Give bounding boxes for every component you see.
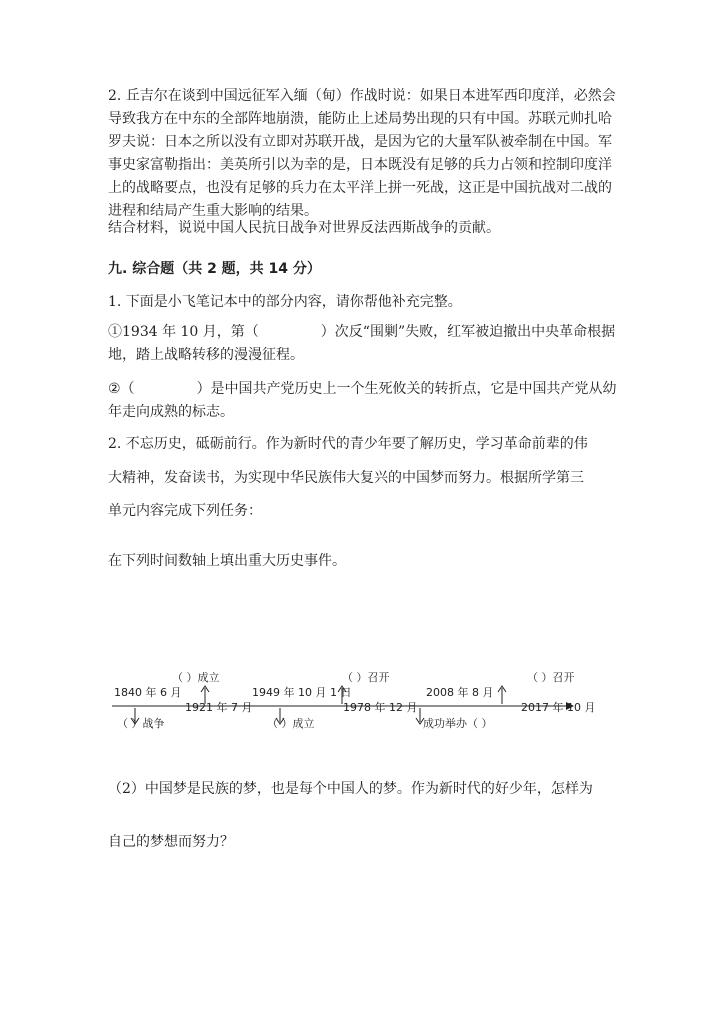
q2-line-3: 单元内容完成下列任务： <box>108 503 262 519</box>
timeline-top-label: （ ）召开 <box>527 671 575 684</box>
timeline-date: 1921 年 7 月 <box>185 701 253 714</box>
timeline-bottom-label: （ ）成立 <box>267 717 315 730</box>
q1-item-2-prefix: ②（ <box>108 381 135 397</box>
timeline-bottom-label: （ ）战争 <box>117 717 165 730</box>
section-heading: 九. 综合题（共 2 题，共 14 分） <box>108 261 321 277</box>
task-1-prompt: 在下列时间数轴上填出重大历史事件。 <box>108 553 346 569</box>
timeline-date: 1949 年 10 月 1 日 <box>252 686 352 699</box>
timeline-date: 1840 年 6 月 <box>114 686 182 699</box>
q1-item-2-suffix: ）是中国共产党历史上一个生死攸关的转折点，它是中国共产党从幼年走向成熟的标志。 <box>108 381 617 420</box>
timeline-top-label: （ ）召开 <box>342 671 390 684</box>
task-2-line-1: （2）中国梦是民族的梦，也是每个中国人的梦。作为新时代的好少年，怎样为 <box>108 781 593 797</box>
q1-intro: 1. 下面是小飞笔记本中的部分内容，请你帮他补充完整。 <box>108 294 462 310</box>
up-arrow-marker <box>498 686 506 704</box>
timeline-date: 1978 年 12 月 <box>343 701 418 714</box>
question-prompt: 结合材料，说说中国人民抗日战争对世界反法西斯战争的贡献。 <box>108 220 500 236</box>
task-2-line-2: 自己的梦想而努力？ <box>108 834 234 850</box>
material-paragraph: 2. 丘吉尔在谈到中国远征军入缅（甸）作战时说：如果日本进军西印度洋，必然会导致我方在中东的全部阵地崩溃，能防止上述局势出现的只有中国。苏联元帅扎哈罗夫说：日本之所以没有立即对苏联开战，是因为它的大量军队被牵制在中国。军事史家富勒指出：美英所引以为幸的是，日本既没有足够的兵力占领和控制印度洋上的战略要点，也没有足够的兵力在太平洋上拼一死战，这正是中国抗战对二战的进程和结局产生重大影响的结果。 <box>108 88 616 219</box>
q2-line-1: 2. 不忘历史，砥砺前行。作为新时代的青少年要了解历史，学习革命前辈的伟 <box>108 436 588 452</box>
timeline-date: 2017 年 10 月 <box>521 701 596 714</box>
q2-line-2: 大精神，发奋读书，为实现中华民族伟大复兴的中国梦而努力。根据所学第三 <box>108 470 584 486</box>
timeline-top-label: （ ）成立 <box>172 671 220 684</box>
timeline-bottom-label: 成功举办（ ） <box>423 717 493 730</box>
q1-item-1-prefix: ①1934 年 10 月，第（ <box>108 324 259 340</box>
q1-item-1-suffix: ）次反“围剿”失败，红军被迫撤出中央革命根据地，踏上战略转移的漫漫征程。 <box>108 324 616 363</box>
timeline-date: 2008 年 8 月 <box>426 686 494 699</box>
